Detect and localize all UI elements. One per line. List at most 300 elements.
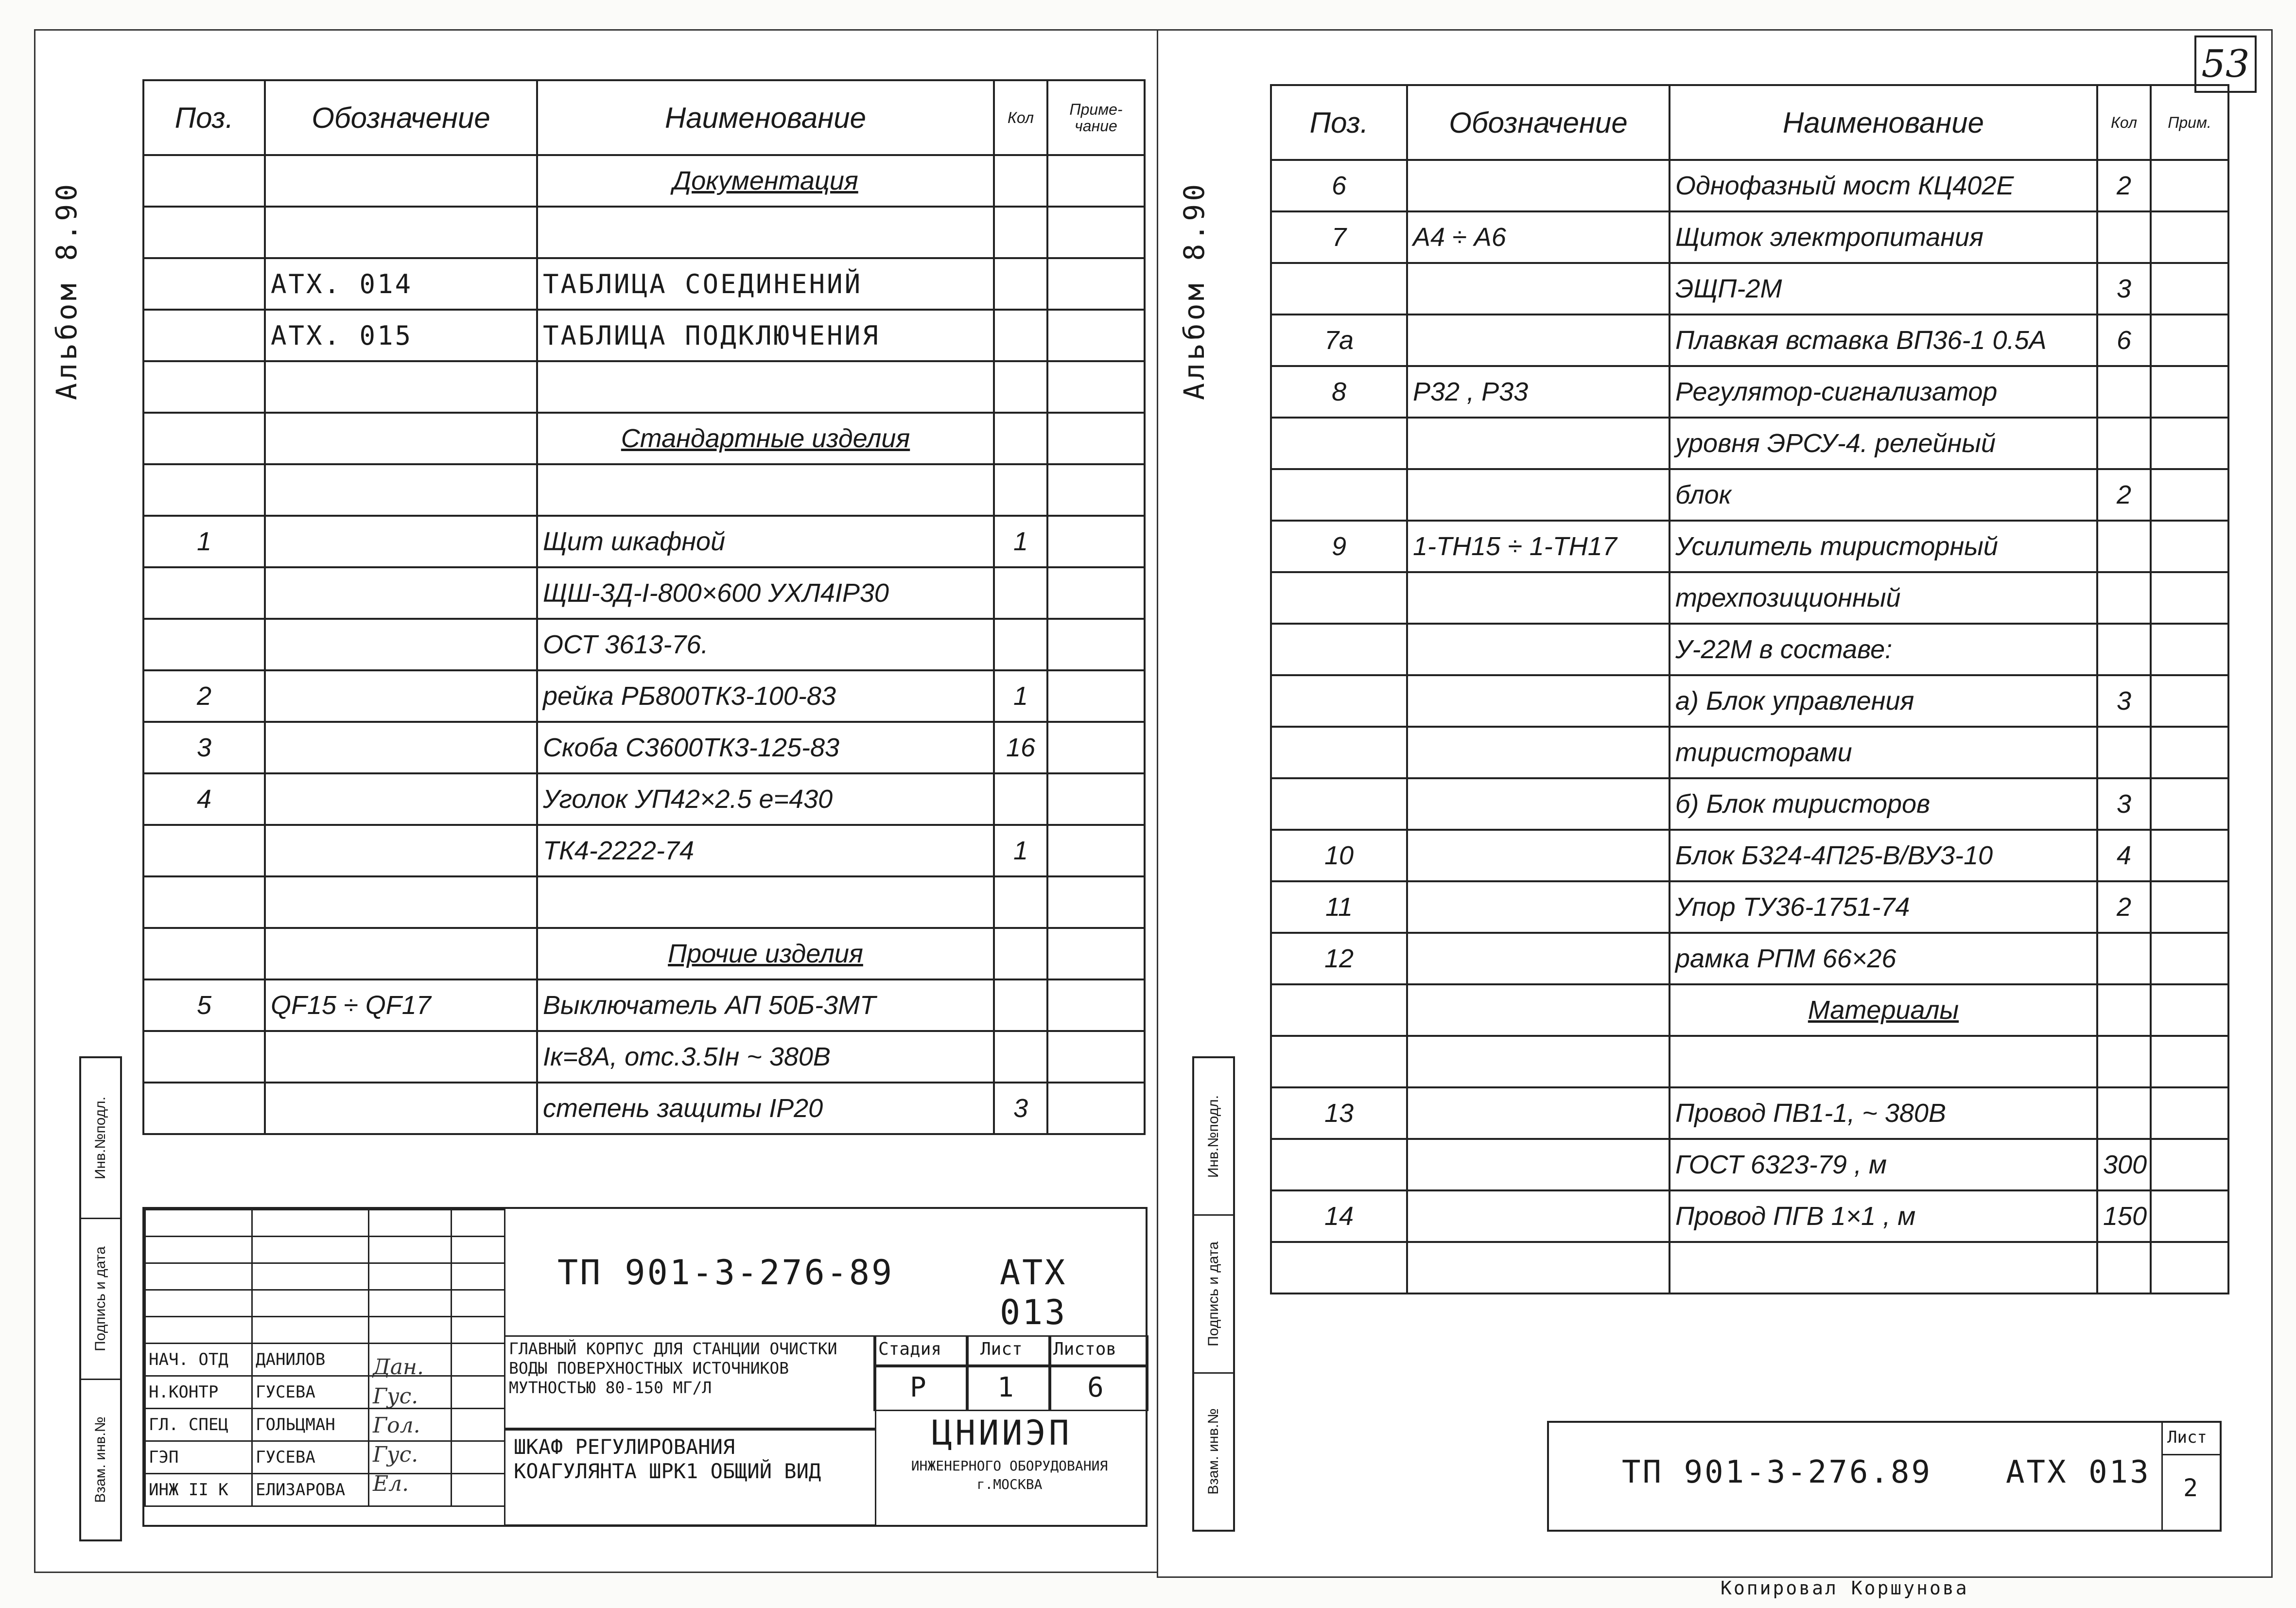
row-note — [1047, 567, 1145, 619]
row-designation — [1407, 1190, 1670, 1242]
header-pos: Поз. — [1271, 85, 1407, 160]
sheets-value: 6 — [1087, 1372, 1104, 1403]
row-qty: 150 — [2097, 1190, 2151, 1242]
row-pos: 13 — [1271, 1087, 1407, 1139]
approval-cell — [252, 1210, 369, 1237]
table-row — [1271, 1087, 2228, 1139]
row-name: Блок Б324-4П25-В/ВУ3-10 — [1670, 830, 2097, 881]
row-note — [1047, 928, 1145, 979]
row-name: Прочие изделия — [537, 928, 994, 979]
row-name: У-22М в составе: — [1670, 624, 2097, 675]
row-note — [2151, 1190, 2228, 1242]
row-name: Уголок УП42×2.5 е=430 — [537, 773, 994, 825]
row-note — [2151, 778, 2228, 830]
row-designation — [265, 155, 537, 207]
stage-label: Стадия — [878, 1339, 942, 1359]
row-pos: 8 — [1271, 366, 1407, 418]
row-pos — [143, 1083, 265, 1134]
row-note — [2151, 727, 2228, 778]
approval-cell — [452, 1263, 505, 1290]
row-note — [2151, 1036, 2228, 1087]
row-qty — [994, 155, 1047, 207]
row-name: Однофазный мост КЦ402Е — [1670, 160, 2097, 211]
table-row — [1271, 881, 2228, 933]
approval-cell — [145, 1317, 252, 1344]
approval-cell — [252, 1263, 369, 1290]
row-note — [1047, 464, 1145, 516]
table-row — [1271, 263, 2228, 315]
row-name: Регулятор-сигнализатор — [1670, 366, 2097, 418]
approval-cell — [369, 1290, 452, 1317]
row-name: б) Блок тиристоров — [1670, 778, 2097, 830]
row-designation: QF15 ÷ QF17 — [265, 979, 537, 1031]
project-title: ГЛАВНЫЙ КОРПУС ДЛЯ СТАНЦИИ ОЧИСТКИ ВОДЫ ПОВЕРХНОСТНЫХ ИСТОЧНИКОВ МУТНОСТЬЮ 80-150 МГ/Л — [509, 1339, 837, 1397]
row-pos: 14 — [1271, 1190, 1407, 1242]
row-designation: А4 ÷ А6 — [1407, 211, 1670, 263]
row-qty — [994, 464, 1047, 516]
table-row — [1271, 675, 2228, 727]
approval-row — [145, 1474, 505, 1506]
approval-cell — [369, 1263, 452, 1290]
table-row — [1271, 830, 2228, 881]
row-pos — [1271, 263, 1407, 315]
row-designation — [1407, 1036, 1670, 1087]
approval-date — [452, 1376, 505, 1409]
row-qty: 1 — [994, 670, 1047, 722]
row-pos — [143, 619, 265, 670]
row-note — [2151, 1087, 2228, 1139]
table-row — [143, 258, 1145, 310]
table-row — [1271, 727, 2228, 778]
approval-role: ГЛ. СПЕЦ — [145, 1409, 252, 1441]
row-name: рамка РПМ 66×26 — [1670, 933, 2097, 984]
row-name: ЭЩП-2М — [1670, 263, 2097, 315]
row-qty — [2097, 366, 2151, 418]
row-qty: 3 — [2097, 778, 2151, 830]
table-row — [1271, 469, 2228, 521]
row-pos — [1271, 469, 1407, 521]
approval-cell — [452, 1290, 505, 1317]
header-qty: Кол — [994, 80, 1047, 155]
row-qty — [2097, 1036, 2151, 1087]
row-pos — [1271, 572, 1407, 624]
row-note — [1047, 207, 1145, 258]
row-name — [1670, 1036, 2097, 1087]
row-qty — [994, 258, 1047, 310]
header-designation: Обозначение — [1407, 85, 1670, 160]
row-qty: 3 — [2097, 263, 2151, 315]
row-pos: 3 — [143, 722, 265, 773]
stage-value: Р — [910, 1372, 926, 1403]
row-note — [1047, 413, 1145, 464]
row-qty — [2097, 727, 2151, 778]
row-note — [2151, 572, 2228, 624]
row-designation — [1407, 1242, 1670, 1293]
album-label: Альбом 8.90 — [50, 181, 83, 400]
row-note — [2151, 1242, 2228, 1293]
row-pos: 4 — [143, 773, 265, 825]
row-note — [2151, 469, 2228, 521]
approval-cell — [145, 1263, 252, 1290]
sheet-code: АТХ 013 — [1000, 1253, 1067, 1332]
row-note — [1047, 1031, 1145, 1083]
row-qty — [2097, 572, 2151, 624]
table-row — [143, 773, 1145, 825]
row-name: ТАБЛИЦА ПОДКЛЮЧЕНИЯ — [537, 310, 994, 361]
row-pos: 1 — [143, 516, 265, 567]
approval-cell — [452, 1317, 505, 1344]
approval-cell — [252, 1290, 369, 1317]
row-name: тиристорами — [1670, 727, 2097, 778]
row-name: Щит шкафной — [537, 516, 994, 567]
approval-blank-row — [145, 1290, 505, 1317]
row-note — [1047, 1083, 1145, 1134]
row-pos — [143, 825, 265, 876]
row-name: рейка РБ800ТК3-100-83 — [537, 670, 994, 722]
row-note — [2151, 521, 2228, 572]
row-designation: АТХ. 015 — [265, 310, 537, 361]
row-name: Провод ПГВ 1×1 , м — [1670, 1190, 2097, 1242]
table-row — [143, 567, 1145, 619]
signature-4: Гус. — [373, 1442, 418, 1467]
row-note — [1047, 310, 1145, 361]
row-designation — [265, 361, 537, 413]
row-designation — [1407, 572, 1670, 624]
row-qty — [994, 979, 1047, 1031]
sheet-label-right: Лист — [2167, 1428, 2207, 1447]
approval-blank-row — [145, 1317, 505, 1344]
approval-row — [145, 1441, 505, 1474]
side-cell-signature: Подпись и дата — [81, 1219, 120, 1380]
side-stamp-strip-right — [1192, 1056, 1235, 1532]
approval-cell — [252, 1317, 369, 1344]
row-name: Стандартные изделия — [537, 413, 994, 464]
row-qty — [994, 773, 1047, 825]
row-qty: 6 — [2097, 315, 2151, 366]
approval-date — [452, 1409, 505, 1441]
approval-name: ДАНИЛОВ — [252, 1344, 369, 1376]
header-qty: Кол — [2097, 85, 2151, 160]
table-row — [1271, 1242, 2228, 1293]
row-note — [1047, 825, 1145, 876]
approval-role: ГЭП — [145, 1441, 252, 1474]
signature-5: Ел. — [373, 1471, 409, 1496]
table-row — [143, 207, 1145, 258]
row-name: ЩШ-3Д-I-800×600 УХЛ4IР30 — [537, 567, 994, 619]
organization: ЦНИИЭП — [932, 1413, 1072, 1453]
title-block-left — [142, 1207, 1148, 1527]
row-note — [1047, 876, 1145, 928]
row-pos — [143, 876, 265, 928]
approval-name: ГУСЕВА — [252, 1376, 369, 1409]
row-qty — [994, 413, 1047, 464]
row-pos — [143, 207, 265, 258]
row-designation — [265, 619, 537, 670]
side-cell-inv: Инв.№подл. — [81, 1058, 120, 1219]
side-cell-inv: Инв.№подл. — [1194, 1058, 1233, 1216]
side-stamp-strip — [79, 1056, 122, 1541]
row-qty — [994, 567, 1047, 619]
row-qty — [2097, 521, 2151, 572]
row-qty — [994, 876, 1047, 928]
row-designation — [1407, 727, 1670, 778]
row-pos — [143, 567, 265, 619]
row-pos — [143, 928, 265, 979]
row-designation — [1407, 984, 1670, 1036]
row-qty: 1 — [994, 516, 1047, 567]
row-note — [2151, 624, 2228, 675]
row-qty — [994, 619, 1047, 670]
row-pos — [143, 1031, 265, 1083]
row-pos: 6 — [1271, 160, 1407, 211]
approval-role: НАЧ. ОТД — [145, 1344, 252, 1376]
approval-row — [145, 1409, 505, 1441]
row-name: ТК4-2222-74 — [537, 825, 994, 876]
row-pos: 9 — [1271, 521, 1407, 572]
approval-cell — [452, 1237, 505, 1263]
table-row — [143, 310, 1145, 361]
row-name: Материалы — [1670, 984, 2097, 1036]
approval-grid — [144, 1209, 505, 1507]
table-row — [143, 979, 1145, 1031]
row-designation — [265, 722, 537, 773]
row-designation — [265, 1031, 537, 1083]
doc-code-right: ТП 901-3-276.89 — [1622, 1454, 1932, 1490]
table-row — [143, 722, 1145, 773]
row-pos — [143, 413, 265, 464]
row-qty — [2097, 1087, 2151, 1139]
row-note — [1047, 670, 1145, 722]
row-pos — [1271, 418, 1407, 469]
signature-1: Дан. — [373, 1355, 424, 1380]
row-note — [1047, 361, 1145, 413]
table-row — [1271, 778, 2228, 830]
row-pos — [1271, 727, 1407, 778]
title-block-right — [1547, 1421, 2222, 1532]
table-row — [143, 516, 1145, 567]
row-designation — [1407, 1087, 1670, 1139]
sheet-value-right: 2 — [2183, 1474, 2198, 1502]
row-note — [2151, 211, 2228, 263]
approval-name: ГУСЕВА — [252, 1441, 369, 1474]
row-designation — [265, 928, 537, 979]
row-designation — [265, 825, 537, 876]
row-designation: 1-ТН15 ÷ 1-ТН17 — [1407, 521, 1670, 572]
approval-row — [145, 1376, 505, 1409]
row-pos — [143, 155, 265, 207]
organization-sub: ИНЖЕНЕРНОГО ОБОРУДОВАНИЯ г.МОСКВА — [911, 1458, 1108, 1492]
row-name — [537, 207, 994, 258]
approval-cell — [369, 1317, 452, 1344]
row-note — [2151, 418, 2228, 469]
table-row — [143, 876, 1145, 928]
row-qty — [994, 928, 1047, 979]
row-pos: 5 — [143, 979, 265, 1031]
table-row — [143, 928, 1145, 979]
table-row — [1271, 1190, 2228, 1242]
row-designation — [1407, 830, 1670, 881]
approval-cell — [145, 1210, 252, 1237]
row-name: Провод ПВ1-1, ~ 380В — [1670, 1087, 2097, 1139]
row-note — [2151, 366, 2228, 418]
approval-cell — [145, 1237, 252, 1263]
row-note — [1047, 979, 1145, 1031]
row-name — [537, 361, 994, 413]
row-designation — [1407, 675, 1670, 727]
specification-table-right — [1270, 84, 2229, 1294]
approval-date — [452, 1474, 505, 1506]
row-qty — [994, 207, 1047, 258]
row-designation — [1407, 778, 1670, 830]
table-row — [1271, 1139, 2228, 1190]
row-designation — [1407, 315, 1670, 366]
row-qty: 3 — [2097, 675, 2151, 727]
table-row — [1271, 624, 2228, 675]
table-row — [143, 1031, 1145, 1083]
row-name: блок — [1670, 469, 2097, 521]
row-qty — [2097, 1242, 2151, 1293]
row-note — [1047, 619, 1145, 670]
row-name — [537, 464, 994, 516]
copied-by-note: Копировал Коршунова — [1721, 1577, 1969, 1599]
approval-cell — [369, 1237, 452, 1263]
row-note — [1047, 155, 1145, 207]
row-qty: 16 — [994, 722, 1047, 773]
row-pos — [1271, 1139, 1407, 1190]
approval-cell — [369, 1210, 452, 1237]
row-qty — [994, 310, 1047, 361]
row-pos — [143, 361, 265, 413]
row-designation — [265, 516, 537, 567]
approval-row — [145, 1344, 505, 1376]
row-qty: 3 — [994, 1083, 1047, 1134]
table-header — [143, 80, 1145, 155]
row-note — [1047, 516, 1145, 567]
side-cell-signature: Подпись и дата — [1194, 1216, 1233, 1373]
row-name: ТАБЛИЦА СОЕДИНЕНИЙ — [537, 258, 994, 310]
approval-role: Н.КОНТР — [145, 1376, 252, 1409]
row-note — [2151, 675, 2228, 727]
row-designation — [265, 773, 537, 825]
table-row — [1271, 984, 2228, 1036]
row-note — [2151, 984, 2228, 1036]
row-note — [2151, 315, 2228, 366]
approval-blank-row — [145, 1237, 505, 1263]
row-pos — [1271, 675, 1407, 727]
table-row — [1271, 366, 2228, 418]
row-pos: 7 — [1271, 211, 1407, 263]
side-cell-replaced: Взам. инв.№ — [92, 1416, 108, 1503]
sheet-value: 1 — [997, 1372, 1014, 1403]
row-pos: 11 — [1271, 881, 1407, 933]
table-row — [1271, 211, 2228, 263]
row-name: степень защиты IР20 — [537, 1083, 994, 1134]
row-pos: 12 — [1271, 933, 1407, 984]
row-name: Упор ТУ36-1751-74 — [1670, 881, 2097, 933]
approval-name: ГОЛЬЦМАН — [252, 1409, 369, 1441]
table-row — [143, 464, 1145, 516]
row-name: Iк=8А, отс.3.5Iн ~ 380В — [537, 1031, 994, 1083]
table-row — [1271, 933, 2228, 984]
album-label-right: Альбом 8.90 — [1178, 181, 1211, 400]
row-qty: 2 — [2097, 160, 2151, 211]
header-name: Наименование — [537, 80, 994, 155]
approval-blank-row — [145, 1210, 505, 1237]
row-note — [2151, 933, 2228, 984]
row-designation — [1407, 1139, 1670, 1190]
approval-name: ЕЛИЗАРОВА — [252, 1474, 369, 1506]
row-designation — [1407, 160, 1670, 211]
row-pos — [1271, 984, 1407, 1036]
side-cell-replaced: Взам. инв.№ — [1205, 1408, 1221, 1495]
row-pos: 7а — [1271, 315, 1407, 366]
row-qty — [2097, 418, 2151, 469]
signature-3: Гол. — [373, 1413, 420, 1438]
row-qty — [2097, 984, 2151, 1036]
table-row — [143, 619, 1145, 670]
header-designation: Обозначение — [265, 80, 537, 155]
row-qty — [2097, 211, 2151, 263]
row-note — [1047, 722, 1145, 773]
row-designation — [1407, 881, 1670, 933]
row-pos: 10 — [1271, 830, 1407, 881]
approval-date — [452, 1344, 505, 1376]
row-note — [2151, 160, 2228, 211]
row-name: уровня ЭРСУ-4. релейный — [1670, 418, 2097, 469]
row-designation — [1407, 469, 1670, 521]
row-name: Выключатель АП 50Б-3МТ — [537, 979, 994, 1031]
row-qty: 2 — [2097, 881, 2151, 933]
row-name: а) Блок управления — [1670, 675, 2097, 727]
sheet-code-right: АТХ 013 — [2006, 1454, 2151, 1490]
signature-2: Гус. — [373, 1384, 418, 1409]
header-pos: Поз. — [143, 80, 265, 155]
header-note: Приме- чание — [1047, 80, 1145, 155]
row-qty: 2 — [2097, 469, 2151, 521]
row-pos — [143, 464, 265, 516]
table-row — [143, 361, 1145, 413]
row-pos — [143, 310, 265, 361]
row-qty: 300 — [2097, 1139, 2151, 1190]
row-name: Документация — [537, 155, 994, 207]
table-row — [1271, 160, 2228, 211]
row-pos: 2 — [143, 670, 265, 722]
row-name: Плавкая вставка ВП36-1 0.5А — [1670, 315, 2097, 366]
table-row — [1271, 572, 2228, 624]
row-qty — [2097, 933, 2151, 984]
row-note — [1047, 773, 1145, 825]
table-row — [143, 155, 1145, 207]
row-qty — [994, 361, 1047, 413]
row-designation — [1407, 263, 1670, 315]
row-name — [1670, 1242, 2097, 1293]
table-row — [143, 1083, 1145, 1134]
row-qty: 1 — [994, 825, 1047, 876]
row-pos — [143, 258, 265, 310]
table-row — [143, 825, 1145, 876]
page-number: 53 — [2194, 35, 2257, 93]
drawing-title: ШКАФ РЕГУЛИРОВАНИЯ КОАГУЛЯНТА ШРК1 ОБЩИЙ ВИД — [514, 1435, 821, 1483]
header-note: Прим. — [2151, 85, 2228, 160]
row-name — [537, 876, 994, 928]
row-designation: Р32 , Р33 — [1407, 366, 1670, 418]
row-designation — [1407, 933, 1670, 984]
row-pos — [1271, 624, 1407, 675]
row-designation — [265, 413, 537, 464]
row-pos — [1271, 1036, 1407, 1087]
table-row — [1271, 1036, 2228, 1087]
row-name: Щиток электропитания — [1670, 211, 2097, 263]
